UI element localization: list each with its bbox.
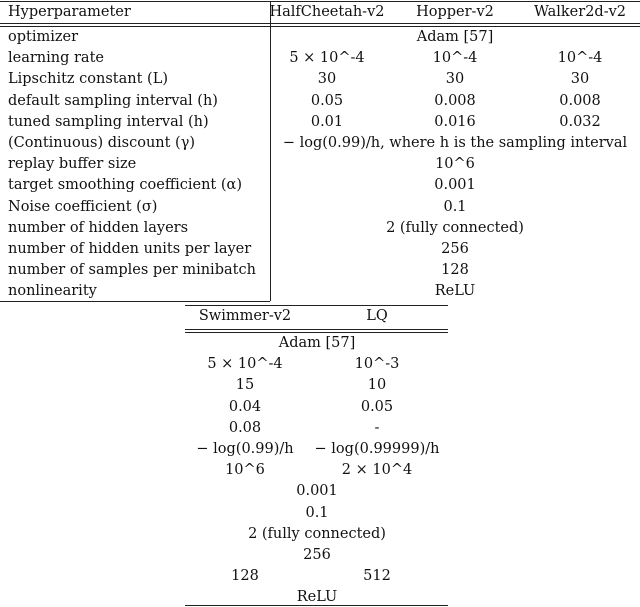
table2-cell-value: 0.05 [360, 398, 394, 415]
table1-cell-value: 30 [445, 71, 465, 88]
table1-span-value: 10^6 [435, 156, 475, 173]
table1-column-divider [270, 1, 271, 301]
table2-span-value: Adam [57] [278, 335, 356, 351]
table1-row-label: (Continuous) discount (γ) [8, 135, 196, 151]
table1-cell-value: 30 [317, 71, 337, 88]
table2-cell-value: 2 × 10^4 [341, 462, 413, 479]
table2-cell-value: 10^6 [225, 462, 265, 479]
table2-cell-value: 10 [367, 377, 387, 394]
table1-span-value: 0.001 [434, 177, 476, 194]
table2-cell-value: 10^-3 [354, 356, 400, 373]
table1-cell-value: 30 [570, 71, 590, 88]
table1-row-label: number of samples per minibatch [8, 262, 256, 279]
table2-span-value: 0.001 [296, 483, 338, 500]
table2-cell-value: − log(0.99)/h [196, 441, 294, 457]
table1-cell-value: 5 × 10^-4 [289, 50, 365, 67]
table2-cell-value: - [374, 419, 380, 436]
table2-cell-value: − log(0.99999)/h [314, 441, 440, 457]
table2-header-env: LQ [366, 308, 388, 324]
table2-cell-value: 0.04 [228, 398, 262, 415]
table1-span-value: 128 [441, 262, 469, 279]
table1-span-value: 256 [441, 241, 469, 257]
table1-row-label: replay buffer size [8, 156, 137, 173]
table1-span-value: − log(0.99)/h, where h is the sampling interval [282, 135, 628, 151]
table1-row-label: number of hidden units per layer [8, 241, 252, 257]
table1-row-label: learning rate [8, 50, 104, 67]
table1-cell-value: 10^-4 [432, 50, 478, 67]
table1-span-value: ReLU [434, 283, 476, 300]
table2-span-value: ReLU [296, 589, 338, 606]
table2-cell-value: 512 [363, 568, 391, 585]
table1-row-label: target smoothing coefficient (α) [8, 177, 242, 194]
table1-span-value: 2 (fully connected) [386, 219, 524, 236]
table2-header-rule [185, 329, 448, 330]
table1-row-label: optimizer [8, 29, 79, 45]
table1-row-label: Noise coefficient (σ) [8, 198, 158, 215]
table1-row-label: tuned sampling interval (h) [8, 113, 209, 130]
table1-header-hyperparameter: Hyperparameter [8, 4, 131, 20]
table2-header-env: Swimmer-v2 [198, 308, 292, 324]
table1-cell-value: 0.008 [559, 92, 601, 109]
table1-span-value: Adam [57] [416, 29, 494, 45]
table1-span-value: 0.1 [443, 198, 467, 215]
table1-cell-value: 0.032 [559, 113, 601, 130]
table1-header-rule-2 [0, 26, 640, 27]
table1-row-label: nonlinearity [8, 283, 97, 300]
table1-cell-value: 0.008 [434, 92, 476, 109]
table1-header-env: Walker2d-v2 [533, 4, 627, 20]
table1-row-label: default sampling interval (h) [8, 92, 218, 109]
table1-row-label: number of hidden layers [8, 219, 189, 236]
table1-header-env: HalfCheetah-v2 [269, 4, 385, 20]
table1-cell-value: 10^-4 [557, 50, 603, 67]
table2-span-value: 0.1 [305, 504, 329, 521]
table2-span-value: 2 (fully connected) [248, 525, 386, 542]
table1-cell-value: 0.05 [310, 92, 344, 109]
table1-row-label: Lipschitz constant (L) [8, 71, 168, 88]
table2-span-value: 256 [303, 547, 331, 563]
table1-cell-value: 0.016 [434, 113, 476, 130]
table1-header-env: Hopper-v2 [416, 4, 494, 20]
table1-cell-value: 0.01 [310, 113, 344, 130]
table2-cell-value: 5 × 10^-4 [207, 356, 283, 373]
table1-header-rule [0, 23, 640, 24]
table2-cell-value: 0.08 [228, 419, 262, 436]
table2-cell-value: 128 [231, 568, 259, 585]
table2-cell-value: 15 [235, 377, 255, 394]
